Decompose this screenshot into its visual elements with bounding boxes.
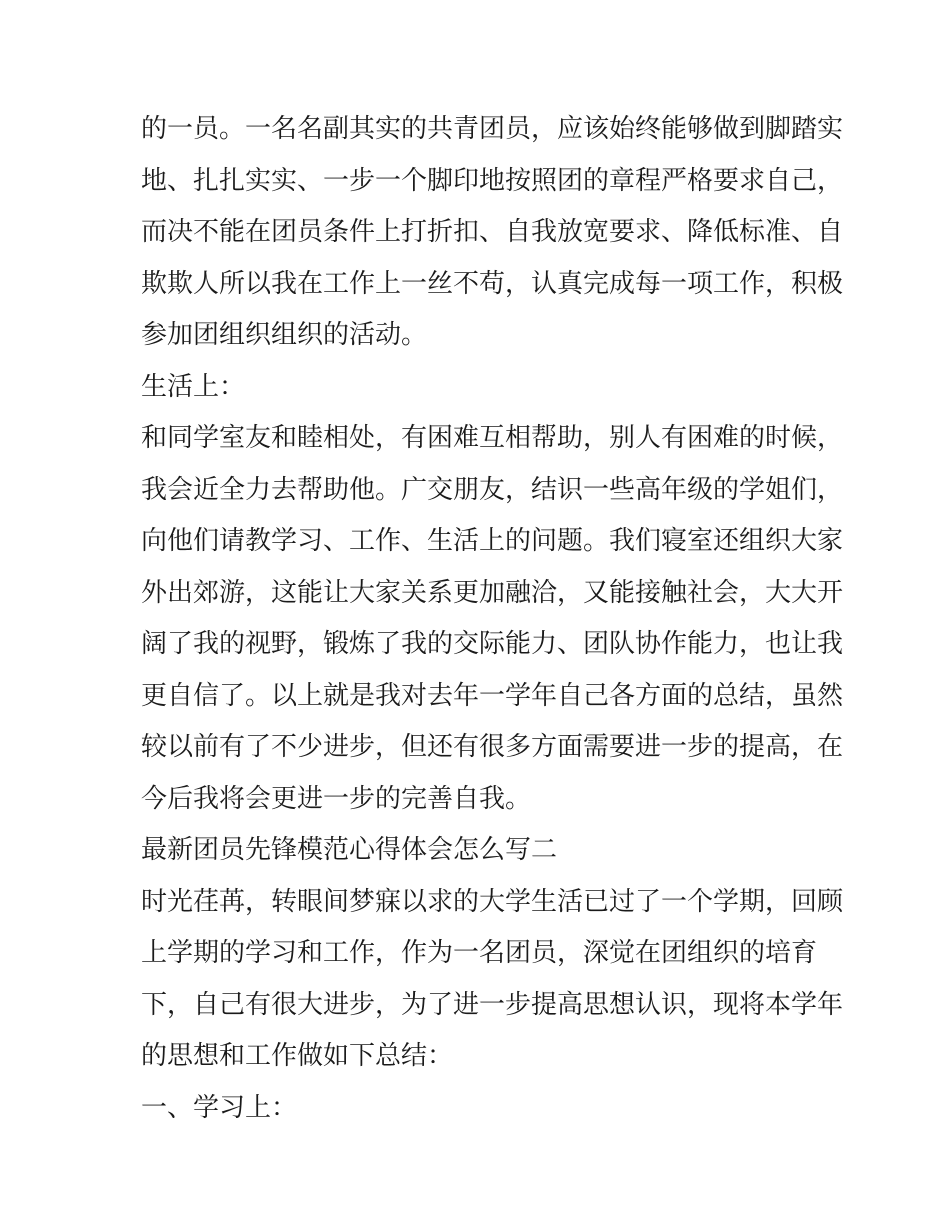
text-line: 欺欺人所以我在工作上一丝不苟，认真完成每一项工作，积极 xyxy=(141,268,844,299)
document-body xyxy=(141,104,844,1134)
text-line: 较以前有了不少进步，但还有很多方面需要进一步的提高，在 xyxy=(141,732,844,762)
text-line: 的思想和工作做如下总结： xyxy=(141,1041,454,1071)
text-line: 外出郊游，这能让大家关系更加融洽，又能接触社会，大大开 xyxy=(141,577,844,608)
text-line: 我会近全力去帮助他。广交朋友，结识一些高年级的学姐们， xyxy=(141,474,844,505)
text-line: 上学期的学习和工作，作为一名团员，深觉在团组织的培育 xyxy=(141,938,818,968)
text-line: 参加团组织组织的活动。 xyxy=(141,320,428,350)
text-line: 阔了我的视野，锻炼了我的交际能力、团队协作能力，也让我 xyxy=(141,629,844,659)
section-heading-life: 生活上： xyxy=(141,371,246,402)
text-line: 下，自己有很大进步，为了进一步提高思想认识，现将本学年 xyxy=(141,989,844,1020)
text-line: 更自信了。以上就是我对去年一学年自己各方面的总结，虽然 xyxy=(141,680,844,711)
text-line: 时光荏苒，转眼间梦寐以求的大学生活已过了一个学期，回顾 xyxy=(141,886,844,917)
text-line: 和同学室友和睦相处，有困难互相帮助，别人有困难的时候， xyxy=(141,423,844,453)
text-line: 地、扎扎实实、一步一个脚印地按照团的章程严格要求自己， xyxy=(141,165,844,196)
section-heading-study: 一、学习上： xyxy=(141,1092,298,1123)
text-line: 的一员。一名名副其实的共青团员，应该始终能够做到脚踏实 xyxy=(141,114,844,144)
text-line: 而决不能在团员条件上打折扣、自我放宽要求、降低标准、自 xyxy=(141,217,844,247)
article-title-two: 最新团员先锋模范心得体会怎么写二 xyxy=(141,835,558,865)
text-line: 向他们请教学习、工作、生活上的问题。我们寝室还组织大家 xyxy=(141,526,844,556)
text-line: 今后我将会更进一步的完善自我。 xyxy=(141,783,532,814)
